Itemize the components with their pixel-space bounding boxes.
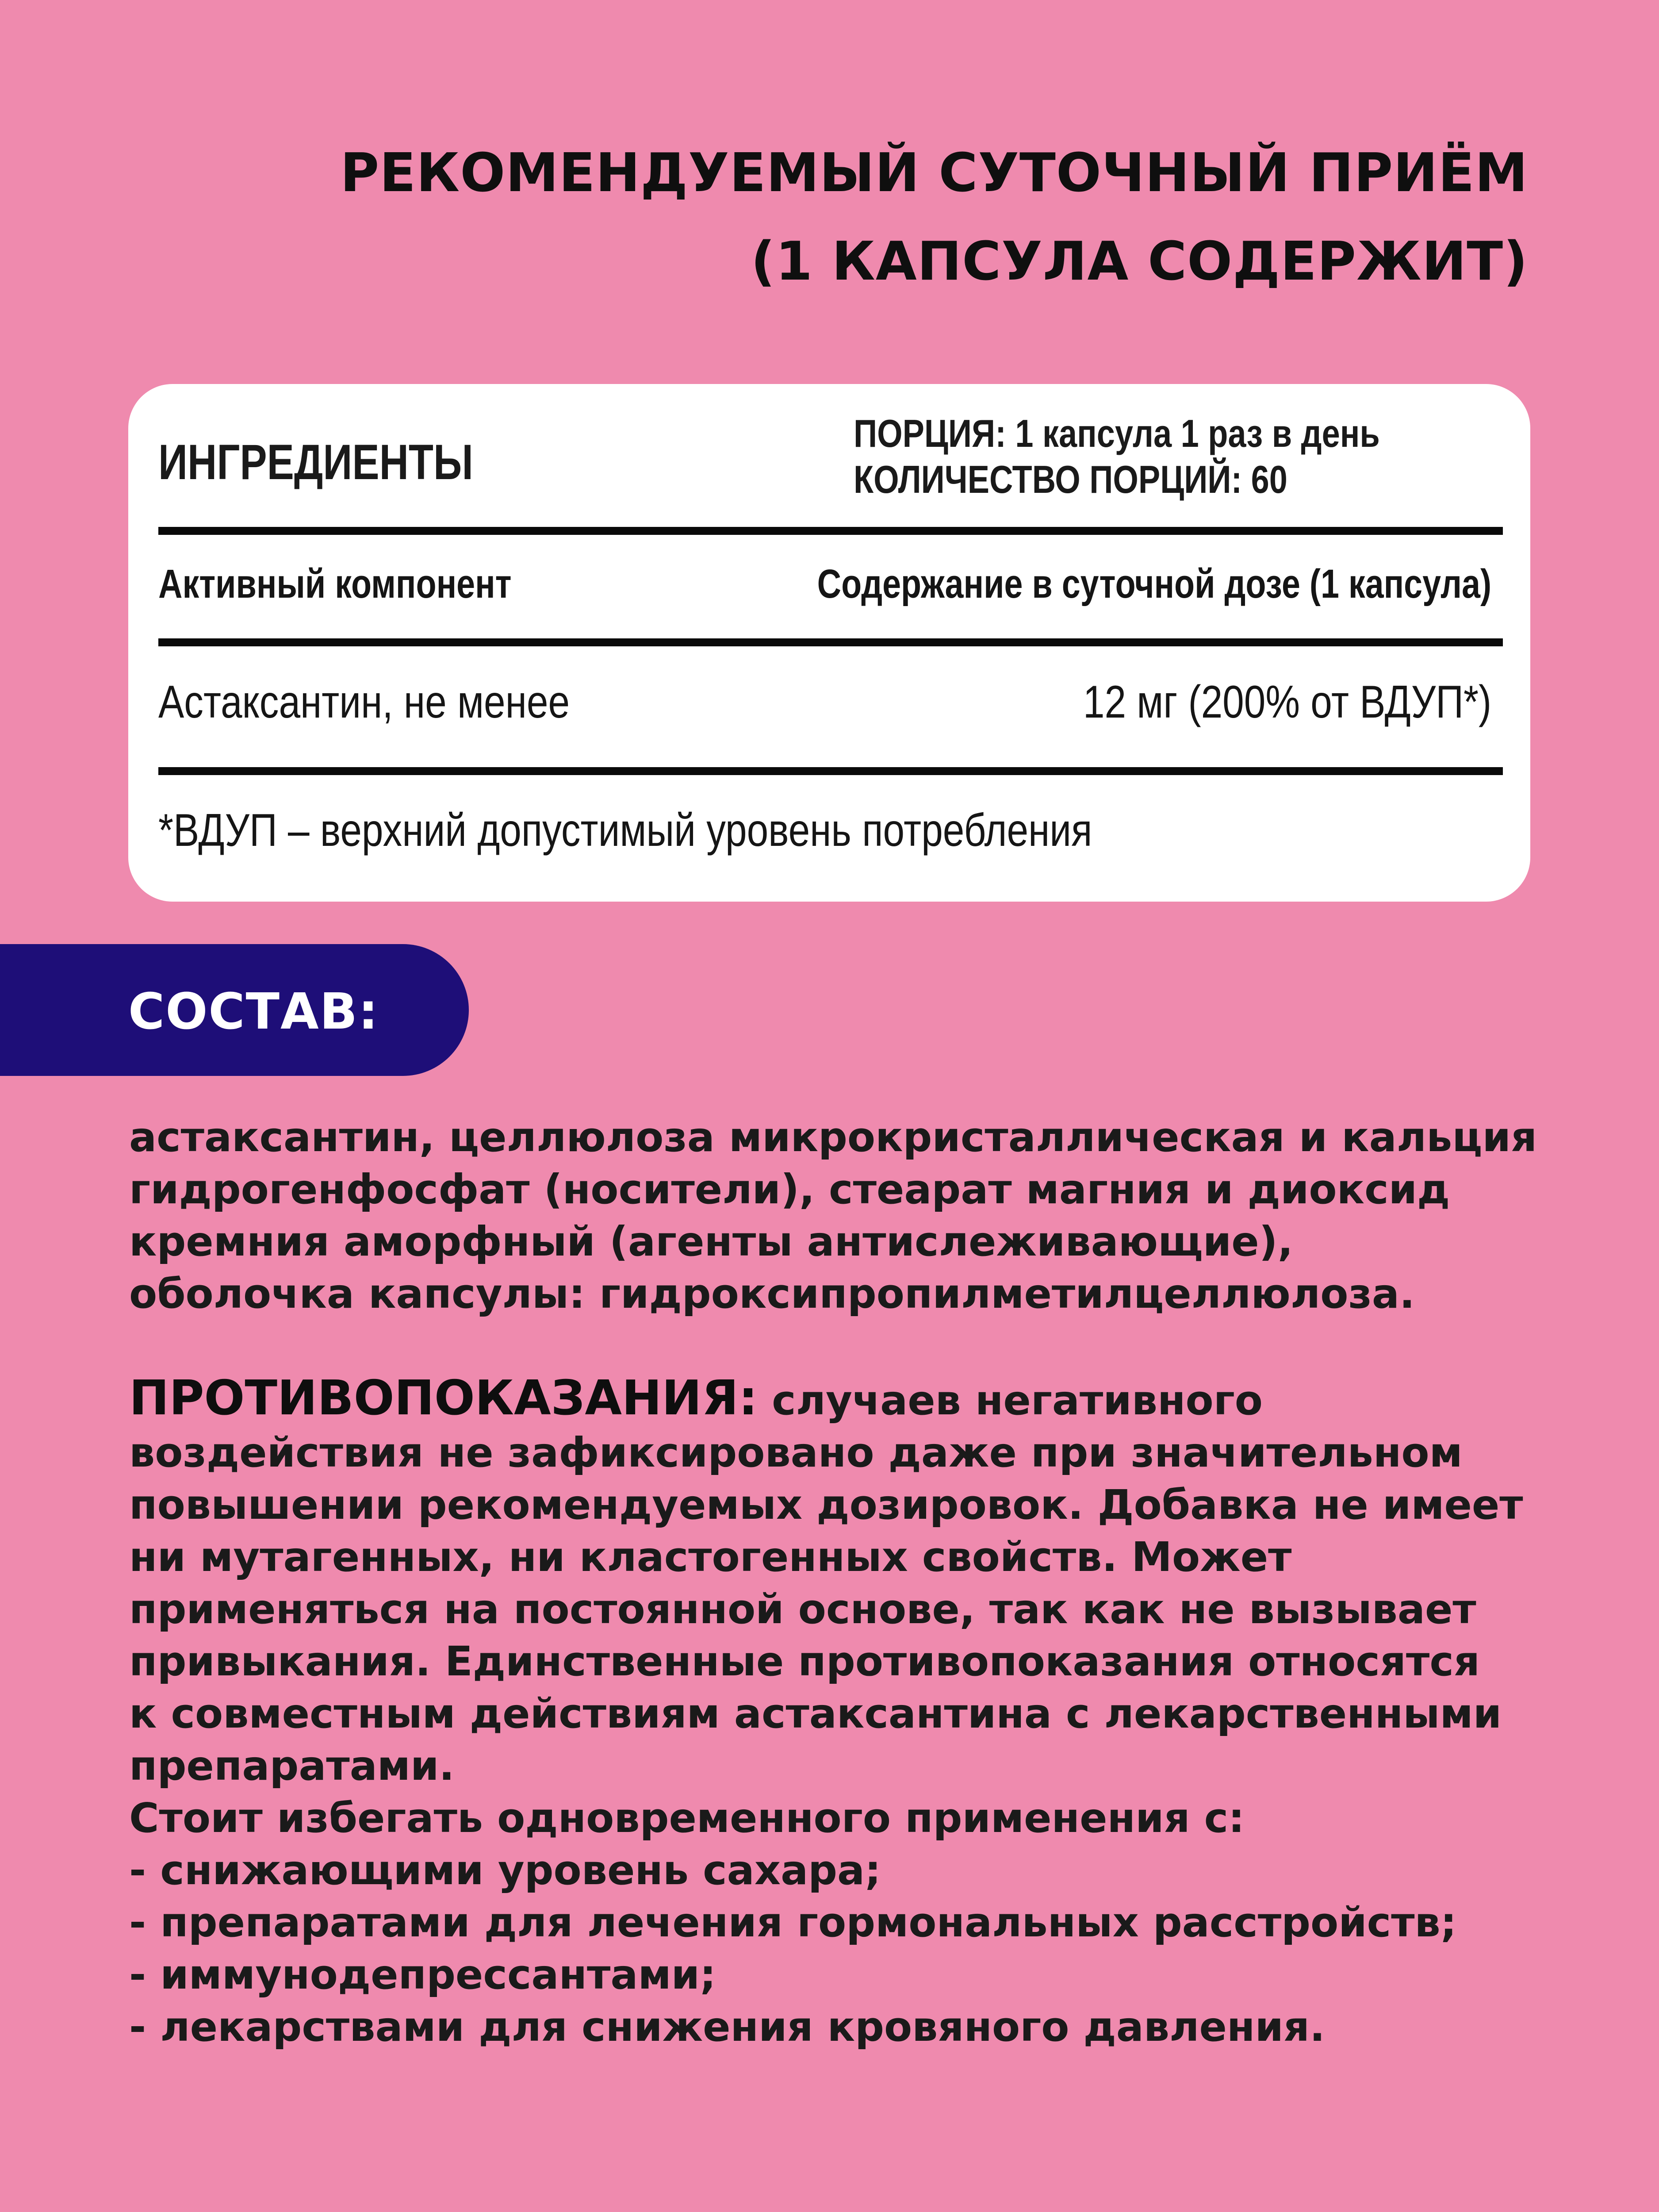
contraindications-line: к совместным действиям астаксантина с лекарственными — [129, 1690, 1502, 1737]
composition-line: кремния аморфный (агенты антислеживающие), — [129, 1218, 1293, 1265]
ingredients-heading: ИНГРЕДИЕНТЫ — [158, 434, 473, 490]
title-line-1: РЕКОМЕНДУЕМЫЙ СУТОЧНЫЙ ПРИЁМ — [340, 142, 1528, 204]
composition-line: гидрогенфосфат (носители), стеарат магния и диоксид — [129, 1166, 1450, 1213]
servings-count: КОЛИЧЕСТВО ПОРЦИЙ: 60 — [854, 457, 1287, 501]
list-item: - лекарствами для снижения кровяного давления. — [129, 2003, 1325, 2051]
list-item: - снижающими уровень сахара; — [129, 1847, 881, 1894]
divider — [158, 638, 1503, 646]
description-text — [129, 1111, 1544, 2053]
composition-line: астаксантин, целлюлоза микрокристаллическая и кальция — [129, 1114, 1537, 1161]
footnote: *ВДУП – верхний допустимый уровень потребления — [158, 805, 1092, 856]
contraindications-line: препаратами. — [129, 1742, 455, 1790]
contraindications-line: Стоит избегать одновременного применения с: — [129, 1794, 1245, 1842]
column-header-component: Активный компонент — [158, 561, 512, 607]
divider — [158, 527, 1503, 535]
composition-label: СОСТАВ: — [128, 983, 379, 1041]
contraindications-first-line — [129, 1372, 1544, 1427]
contraindications-label: ПРОТИВОПОКАЗАНИЯ: — [129, 1371, 758, 1426]
composition-text — [129, 1111, 1544, 1320]
contraindications-line: воздействия не зафиксировано даже при значительном — [129, 1429, 1463, 1476]
ingredient-amount: 12 мг (200% от ВДУП*) — [1083, 676, 1491, 728]
contraindications-text — [129, 1372, 1544, 2053]
divider — [158, 767, 1503, 775]
serving-info — [854, 411, 1380, 503]
contraindications-line: привыкания. Единственные противопоказания относятся — [129, 1638, 1480, 1685]
contraindications-line: ни мутагенных, ни кластогенных свойств. Может — [129, 1533, 1292, 1581]
list-item: - иммунодепрессантами; — [129, 1951, 716, 1998]
composition-line: оболочка капсулы: гидроксипропилметилцеллюлоза. — [129, 1270, 1415, 1317]
serving-size: ПОРЦИЯ: 1 капсула 1 раз в день — [854, 411, 1380, 455]
contraindications-line: применяться на постоянной основе, так как не вызывает — [129, 1586, 1476, 1633]
list-item: - препаратами для лечения гормональных расстройств; — [129, 1899, 1457, 1946]
ingredient-name: Астаксантин, не менее — [158, 676, 570, 728]
contraindications-line: случаев негативного — [772, 1377, 1263, 1424]
nutrition-table-card — [128, 384, 1530, 902]
title-line-2: (1 КАПСУЛА СОДЕРЖИТ) — [751, 231, 1528, 292]
composition-label-badge — [0, 944, 469, 1076]
column-header-content: Содержание в суточной дозе (1 капсула) — [817, 561, 1491, 607]
page-title — [340, 129, 1528, 306]
contraindications-line: повышении рекомендуемых дозировок. Добавка не имеет — [129, 1481, 1523, 1528]
